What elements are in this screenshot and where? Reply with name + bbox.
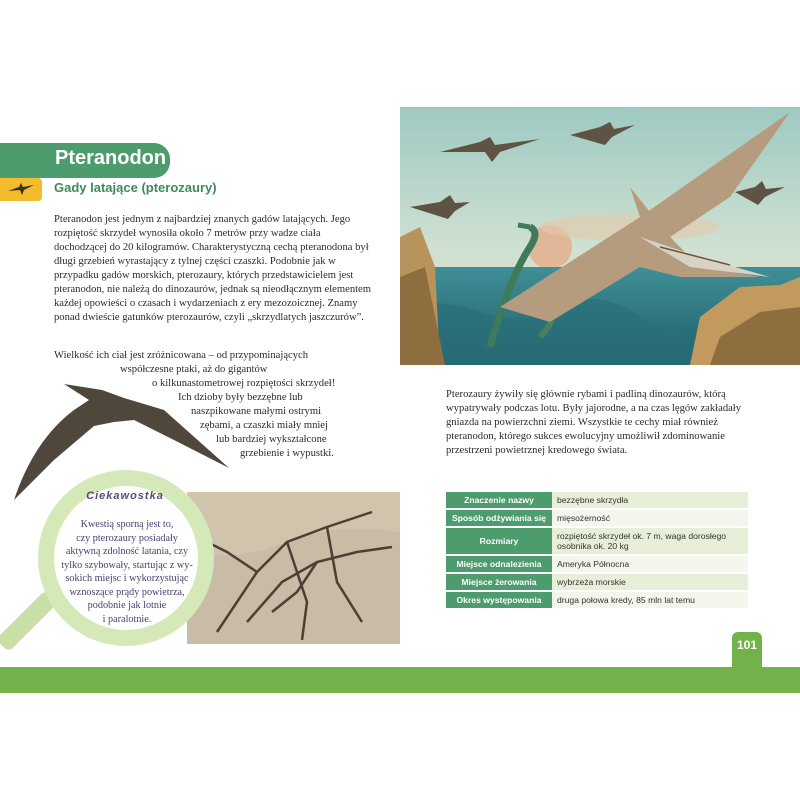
page-title: Pteranodon <box>55 147 167 169</box>
fact-key: Okres występowania <box>446 592 552 608</box>
size-line: grzebienie i wypustki. <box>240 448 334 459</box>
sea-scene-image <box>400 107 800 365</box>
fact-value: bezzębne skrzydła <box>552 492 748 508</box>
table-row <box>446 556 748 572</box>
bottom-bar <box>0 667 800 693</box>
page-subtitle: Gady latające (pterozaury) <box>54 180 217 195</box>
curiosity-line: aktywną zdolność latania, czy <box>65 546 189 557</box>
title-band <box>0 143 170 178</box>
size-line: Ich dzioby były bezzębne lub <box>178 392 303 403</box>
intro-paragraph: Pteranodon jest jednym z najbardziej znanych gadów latających. Jego rozpiętość skrzydeł wynosiła około 7 metrów przy wadze ciała dochodzącej do 20 kilogramów. Charakterystyczną cechą pteranodona był długi grzebień wyrastający z tylnej części czaszki. Podobnie jak w przypadku gadów morskich, pterozaury, których przedstawicielem jest pteranodon, nie należą do dinozaurów, jednak są nieodłącznym elementem każdej opowieści o czasach i wydarzeniach z ery mezozoicznej. Znamy ponad dwieście gatunków pterozaurów, czyli „skrzydlatych jaszczurów”. <box>54 214 371 323</box>
fact-key: Miejsce odnalezienia <box>446 556 552 572</box>
curiosity-line: Kwestią sporną jest to, <box>80 519 174 530</box>
page-number: 101 <box>736 638 758 652</box>
curiosity-line: tylko szybowały, startując z wy- <box>61 559 193 571</box>
fact-value: druga połowa kredy, 85 mln lat temu <box>552 592 748 608</box>
size-line: o kilkunastometrowej rozpiętości skrzydeł! <box>152 378 336 389</box>
facts-table <box>446 490 748 610</box>
feeding-paragraph: Pterozaury żywiły się głównie rybami i padliną dinozaurów, którą wypatrywały podczas lotu. Były jajorodne, a na czas lęgów zakładały gniazda na powierzchni ziemi. Wszystkie te cechy miał również pteranodon, którego sukces ewolucyjny umożliwił zdominowanie przestrzeni powietrznej kredowego świata. <box>446 389 742 456</box>
pterosaur-icon <box>7 181 35 198</box>
fact-key: Znaczenie nazwy <box>446 492 552 508</box>
size-line: Wielkość ich ciał jest zróżnicowana – od przypominających <box>54 350 309 361</box>
curiosity-title: Ciekawostka <box>86 490 164 502</box>
curiosity-line: i paralotnie. <box>102 613 152 625</box>
curiosity-line: wznoszące prądy powietrza, <box>69 586 185 598</box>
fact-key: Miejsce żerowania <box>446 574 552 590</box>
curiosity-line: sokich miejsc i wykorzystując <box>65 573 189 584</box>
size-line: zębami, a czaszki miały mniej <box>200 420 328 431</box>
pteranodon-illustration <box>400 107 800 365</box>
table-row <box>446 574 748 590</box>
fact-value: wybrzeża morskie <box>552 574 748 590</box>
fact-key: Sposób odżywiania się <box>446 510 552 526</box>
fact-value: rozpiętość skrzydeł ok. 7 m, waga dorosłego osobnika ok. 20 kg <box>552 528 748 554</box>
size-line: lub bardziej wykształcone <box>216 434 327 445</box>
fact-value: mięsożerność <box>552 510 748 526</box>
fossil-photo <box>187 492 400 644</box>
size-line: naszpikowane małymi ostrymi <box>191 406 322 417</box>
table-row <box>446 528 748 554</box>
table-row <box>446 510 748 526</box>
curiosity-line: czy pterozaury posiadały <box>76 532 178 544</box>
table-row <box>446 492 748 508</box>
subtitle-badge <box>0 178 42 201</box>
curiosity-text <box>60 518 194 626</box>
curiosity-line: podobnie jak lotnie <box>87 600 167 611</box>
size-line: współczesne ptaki, aż do gigantów <box>120 364 268 375</box>
fact-key: Rozmiary <box>446 528 552 554</box>
fossil-image <box>187 492 400 644</box>
table-row <box>446 592 748 608</box>
fact-value: Ameryka Północna <box>552 556 748 572</box>
